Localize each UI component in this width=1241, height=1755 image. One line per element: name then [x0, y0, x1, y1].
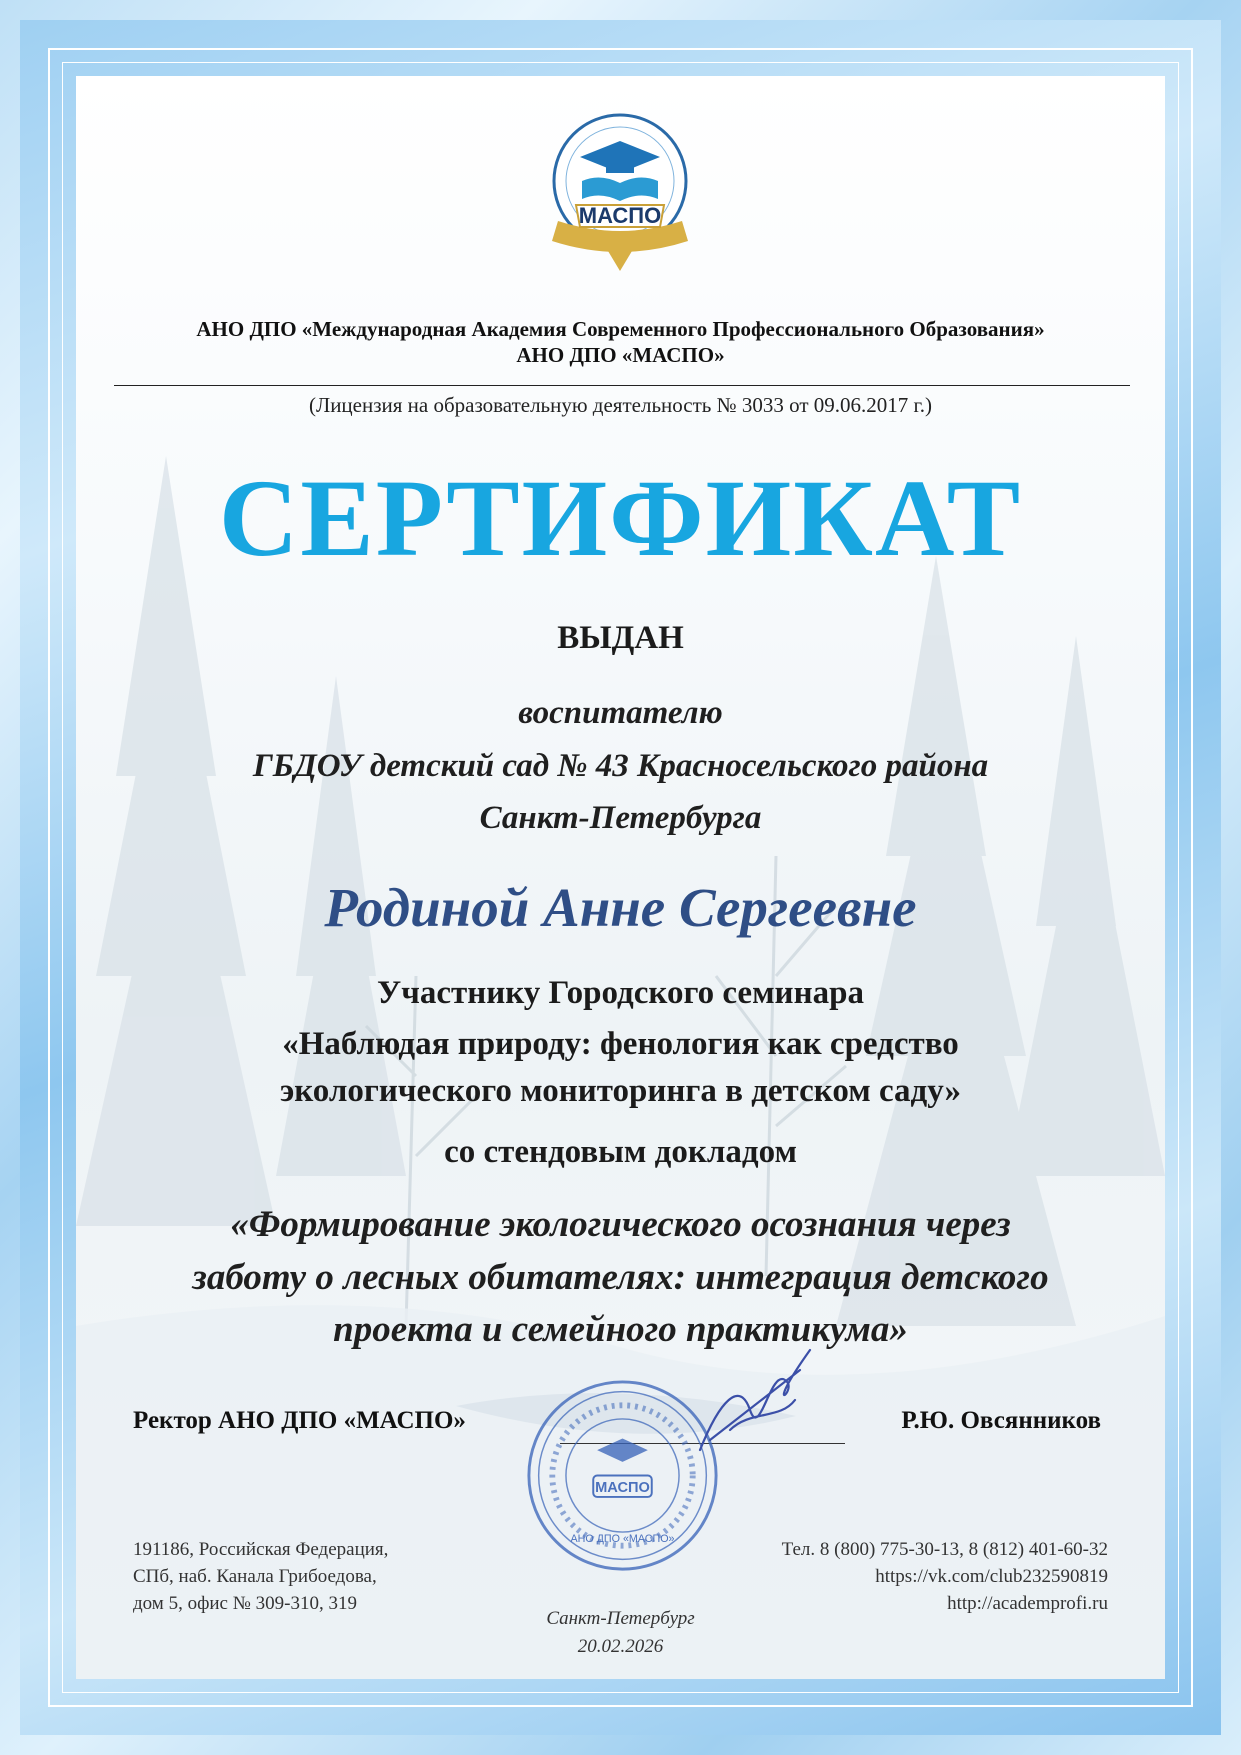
- signer-name: Р.Ю. Овсянников: [901, 1407, 1101, 1434]
- issue-date: 20.02.2026: [577, 1636, 664, 1657]
- seal-center-text: МАСПО: [595, 1480, 650, 1497]
- address-line3: дом 5, офис № 309-310, 319: [133, 1593, 357, 1614]
- recipient-institution-line2: Санкт-Петербурга: [479, 800, 762, 836]
- logo-text: МАСПО: [578, 203, 662, 228]
- seminar-title-line2: экологического мониторинга в детском саду»: [279, 1073, 962, 1109]
- signer-role: Ректор АНО ДПО «МАСПО»: [133, 1407, 466, 1434]
- certificate-title: СЕРТИФИКАТ: [218, 457, 1023, 579]
- contact-phone: Тел. 8 (800) 775-30-13, 8 (812) 401-60-32: [781, 1539, 1108, 1560]
- seal-bottom-text: АНО ДПО «МАСПО»: [570, 1532, 675, 1545]
- participant-label: Участнику Городского семинара: [377, 975, 864, 1011]
- recipient-position: воспитателю: [518, 695, 723, 731]
- recipient-institution-line1: ГБДОУ детский сад № 43 Красносельского района: [252, 748, 989, 784]
- report-topic-line2: заботу о лесных обитателях: интеграция детского: [192, 1257, 1049, 1298]
- maspo-logo: [520, 103, 720, 283]
- seminar-title-line1: «Наблюдая природу: фенология как средство: [282, 1026, 959, 1062]
- license-text: (Лицензия на образовательную деятельность № 3033 от 09.06.2017 г.): [308, 393, 933, 417]
- address-line1: 191186, Российская Федерация,: [133, 1539, 389, 1560]
- header-divider: [114, 385, 1130, 386]
- participation-format: со стендовым докладом: [444, 1134, 797, 1170]
- org-full-name: АНО ДПО «Международная Академия Современного Профессионального Образования»: [196, 317, 1045, 341]
- report-topic-line3: проекта и семейного практикума»: [333, 1309, 908, 1350]
- handwritten-signature: [690, 1340, 820, 1470]
- contact-vk-link[interactable]: https://vk.com/club232590819: [875, 1566, 1108, 1587]
- org-short-name: АНО ДПО «МАСПО»: [516, 343, 725, 367]
- address-line2: СПб, наб. Канала Грибоедова,: [133, 1566, 377, 1587]
- issued-label: ВЫДАН: [557, 620, 684, 656]
- contact-website-link[interactable]: http://academprofi.ru: [947, 1593, 1108, 1614]
- report-topic-line1: «Формирование экологического осознания через: [230, 1204, 1011, 1245]
- issue-city: Санкт-Петербург: [546, 1608, 695, 1629]
- recipient-name: Родиной Анне Сергеевне: [324, 877, 917, 938]
